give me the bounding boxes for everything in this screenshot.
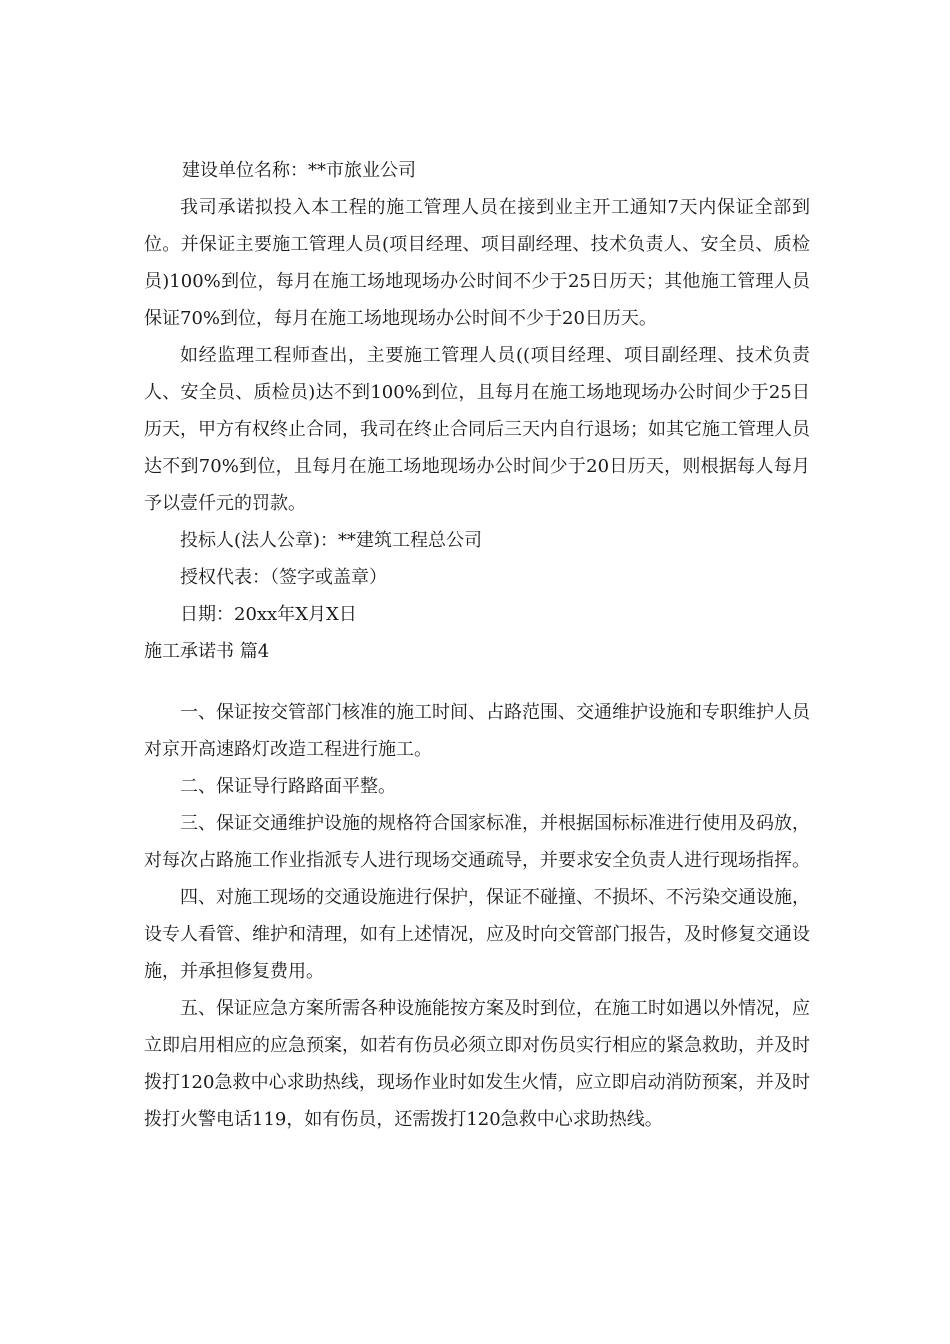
signature-block	[144, 522, 810, 633]
para2-block	[144, 337, 810, 522]
paragraph-penalty: 如经监理工程师查出，主要施工管理人员((项目经理、项目副经理、技术负责人、安全员、质检员)达不到100%到位，且每月在施工场地现场办公时间少于25日历天，甲方有权终止合同，我司在终止合同后三天内自行退场；如其它施工管理人员达不到70%到位，且每月在施工场地现场办公时间少于20日历天，则根据每人每月予以壹仟元的罚款。	[144, 345, 810, 514]
list-item: 一、保证按交管部门核准的施工时间、占路范围、交通维护设施和专职维护人员对京开高速路灯改造工程进行施工。	[144, 702, 810, 760]
client-line: 建设单位名称：**市旅业公司	[182, 160, 416, 181]
list-item: 三、保证交通维护设施的规格符合国家标准，并根据国标标准进行使用及码放，对每次占路施工作业指派专人进行现场交通疏导，并要求安全负责人进行现场指挥。	[144, 813, 810, 871]
list-item: 五、保证应急方案所需各种设施能按方案及时到位，在施工时如遇以外情况，应立即启用相应的应急预案，如若有伤员必须立即对伤员实行相应的紧急救助，并及时拨打120急救中心求助热线，现场作业时如发生火情，应立即启动消防预案，并及时拨打火警电话119，如有伤员，还需拨打120急救中心求助热线。	[144, 998, 810, 1130]
date-line: 日期：20xx年X月X日	[180, 604, 357, 625]
list-item: 二、保证导行路路面平整。	[180, 776, 396, 797]
para1-block	[144, 189, 810, 337]
list-item: 四、对施工现场的交通设施进行保护，保证不碰撞、不损坏、不污染交通设施，设专人看管、维护和清理，如有上述情况，应及时向交管部门报告，及时修复交通设施，并承担修复费用。	[144, 887, 810, 982]
representative-line: 授权代表：（签字或盖章）	[180, 567, 387, 588]
section-title-block	[144, 633, 810, 670]
section-title: 施工承诺书 篇4	[144, 641, 270, 662]
client-line-block	[144, 152, 810, 189]
items-block	[144, 694, 810, 1138]
bidder-line: 投标人(法人公章)：**建筑工程总公司	[180, 530, 483, 551]
paragraph-commitment: 我司承诺拟投入本工程的施工管理人员在接到业主开工通知7天内保证全部到位。并保证主要施工管理人员(项目经理、项目副经理、技术负责人、安全员、质检员)100%到位，每月在施工场地现场办公时间不少于25日历天；其他施工管理人员保证70%到位，每月在施工场地现场办公时间不少于20日历天。	[144, 197, 810, 329]
